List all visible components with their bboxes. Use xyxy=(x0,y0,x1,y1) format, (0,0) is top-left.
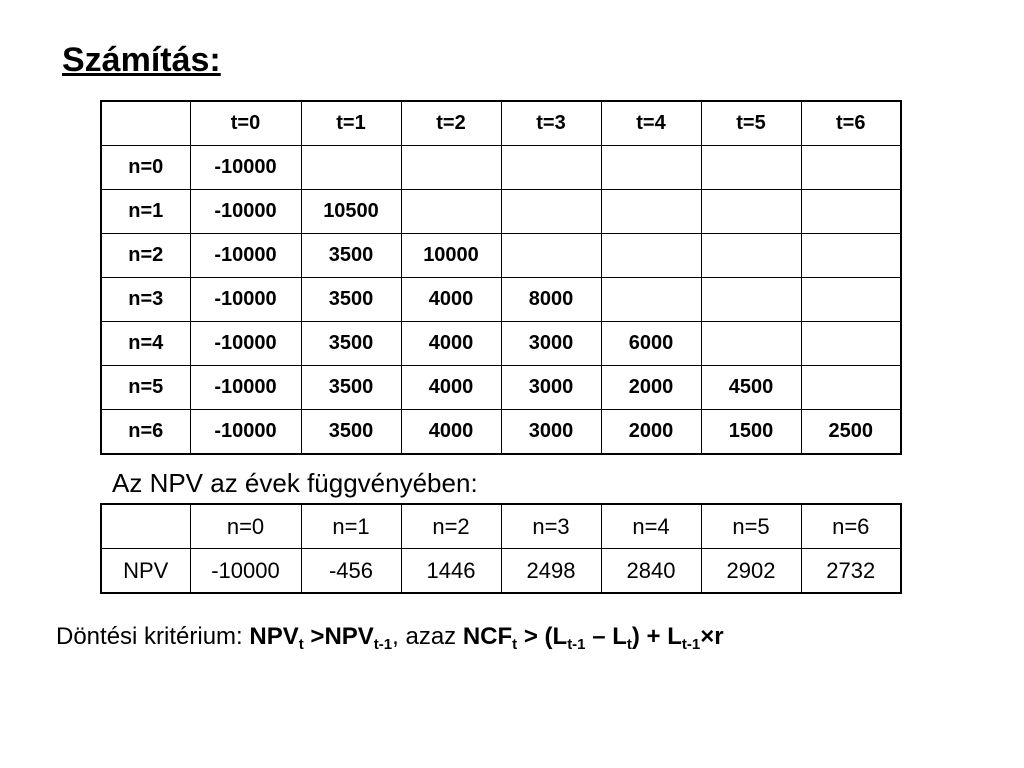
cf-value-cell xyxy=(801,234,901,278)
cf-value-cell: 3000 xyxy=(501,410,601,455)
cf-value-cell: 4000 xyxy=(401,366,501,410)
cf-value-cell xyxy=(701,146,801,190)
cf-value-cell: -10000 xyxy=(190,146,301,190)
cf-row-label: n=6 xyxy=(101,410,190,455)
cf-header-cell: t=3 xyxy=(501,101,601,146)
cf-table-row xyxy=(101,146,901,190)
cf-value-cell: -10000 xyxy=(190,190,301,234)
cf-value-cell xyxy=(601,190,701,234)
npv-header-cell: n=0 xyxy=(190,504,301,549)
cf-value-cell: 4000 xyxy=(401,410,501,455)
cf-value-cell: -10000 xyxy=(190,234,301,278)
npv-header-cell xyxy=(101,504,190,549)
cf-value-cell: 2500 xyxy=(801,410,901,455)
cf-value-cell xyxy=(301,146,401,190)
cf-value-cell xyxy=(801,278,901,322)
npv-subtitle: Az NPV az évek függvényében: xyxy=(112,468,478,498)
cf-value-cell: 3500 xyxy=(301,278,401,322)
cf-table-row xyxy=(101,366,901,410)
npv-value-cell: -456 xyxy=(301,549,401,594)
cf-value-cell: 2000 xyxy=(601,410,701,455)
npv-table-row xyxy=(101,549,901,594)
cf-value-cell xyxy=(801,366,901,410)
cf-header-cell: t=4 xyxy=(601,101,701,146)
cf-row-label: n=4 xyxy=(101,322,190,366)
npv-header-row xyxy=(101,504,901,549)
cf-value-cell xyxy=(601,146,701,190)
cf-value-cell: 3500 xyxy=(301,322,401,366)
cf-value-cell xyxy=(801,322,901,366)
cf-value-cell: -10000 xyxy=(190,410,301,455)
npv-value-cell: 2840 xyxy=(601,549,701,594)
cf-value-cell: 6000 xyxy=(601,322,701,366)
cf-header-row xyxy=(101,101,901,146)
decision-criterion: Döntési kritérium: $NPV_t >NPV_{t-1}$, azaz $NCF_t > (L_{t-1} - L_t) + L_{t-1}\times r$ xyxy=(56,623,724,653)
cf-value-cell: 4500 xyxy=(701,366,801,410)
cf-value-cell: 3500 xyxy=(301,234,401,278)
npv-header-cell: n=3 xyxy=(501,504,601,549)
cf-value-cell: 4000 xyxy=(401,322,501,366)
npv-value-cell: 1446 xyxy=(401,549,501,594)
cf-value-cell xyxy=(701,190,801,234)
cf-value-cell xyxy=(501,234,601,278)
cf-table-row xyxy=(101,278,901,322)
cashflow-table xyxy=(100,100,902,455)
npv-value-cell: 2732 xyxy=(801,549,901,594)
cf-value-cell: 10000 xyxy=(401,234,501,278)
cf-table-row xyxy=(101,410,901,455)
npv-header-cell: n=2 xyxy=(401,504,501,549)
npv-header-cell: n=5 xyxy=(701,504,801,549)
cf-value-cell: -10000 xyxy=(190,322,301,366)
cf-value-cell xyxy=(801,190,901,234)
npv-header-cell: n=4 xyxy=(601,504,701,549)
cf-value-cell xyxy=(801,146,901,190)
cf-value-cell: 3500 xyxy=(301,366,401,410)
cf-value-cell: -10000 xyxy=(190,366,301,410)
cf-value-cell: 3000 xyxy=(501,322,601,366)
cf-value-cell: 3500 xyxy=(301,410,401,455)
cf-value-cell xyxy=(501,190,601,234)
criterion-formula: $NPV_t >NPV_{t-1}$ xyxy=(249,623,393,653)
cf-header-cell: t=0 xyxy=(190,101,301,146)
npv-value-cell: -10000 xyxy=(190,549,301,594)
criterion-label: Döntési kritérium: xyxy=(56,623,250,650)
cf-value-cell: 8000 xyxy=(501,278,601,322)
cf-value-cell: 2000 xyxy=(601,366,701,410)
cf-table-row xyxy=(101,234,901,278)
cf-value-cell xyxy=(601,278,701,322)
cf-table-row xyxy=(101,322,901,366)
cf-row-label: n=5 xyxy=(101,366,190,410)
cf-value-cell xyxy=(401,146,501,190)
cf-header-cell: t=6 xyxy=(801,101,901,146)
cf-value-cell: 10500 xyxy=(301,190,401,234)
page-title: Számítás: xyxy=(62,41,221,79)
npv-table xyxy=(100,503,902,594)
cf-row-label: n=3 xyxy=(101,278,190,322)
npv-row-label: NPV xyxy=(101,549,190,594)
cf-header-cell xyxy=(101,101,190,146)
cf-header-cell: t=1 xyxy=(301,101,401,146)
npv-header-cell: n=6 xyxy=(801,504,901,549)
cf-value-cell xyxy=(701,278,801,322)
cf-value-cell xyxy=(701,234,801,278)
cf-value-cell xyxy=(601,234,701,278)
criterion-ncf-formula: $NCF_t > (L_{t-1} - L_t) + L_{t-1}\times r$ xyxy=(462,623,724,653)
cf-value-cell: 1500 xyxy=(701,410,801,455)
cf-row-label: n=1 xyxy=(101,190,190,234)
cf-value-cell xyxy=(401,190,501,234)
npv-header-cell: n=1 xyxy=(301,504,401,549)
cf-table-row xyxy=(101,190,901,234)
cf-header-cell: t=5 xyxy=(701,101,801,146)
npv-value-cell: 2902 xyxy=(701,549,801,594)
cf-value-cell: -10000 xyxy=(190,278,301,322)
cf-value-cell: 3000 xyxy=(501,366,601,410)
cf-value-cell xyxy=(701,322,801,366)
cf-row-label: n=2 xyxy=(101,234,190,278)
cf-header-cell: t=2 xyxy=(401,101,501,146)
cf-row-label: n=0 xyxy=(101,146,190,190)
cf-value-cell xyxy=(501,146,601,190)
cf-value-cell: 4000 xyxy=(401,278,501,322)
npv-value-cell: 2498 xyxy=(501,549,601,594)
